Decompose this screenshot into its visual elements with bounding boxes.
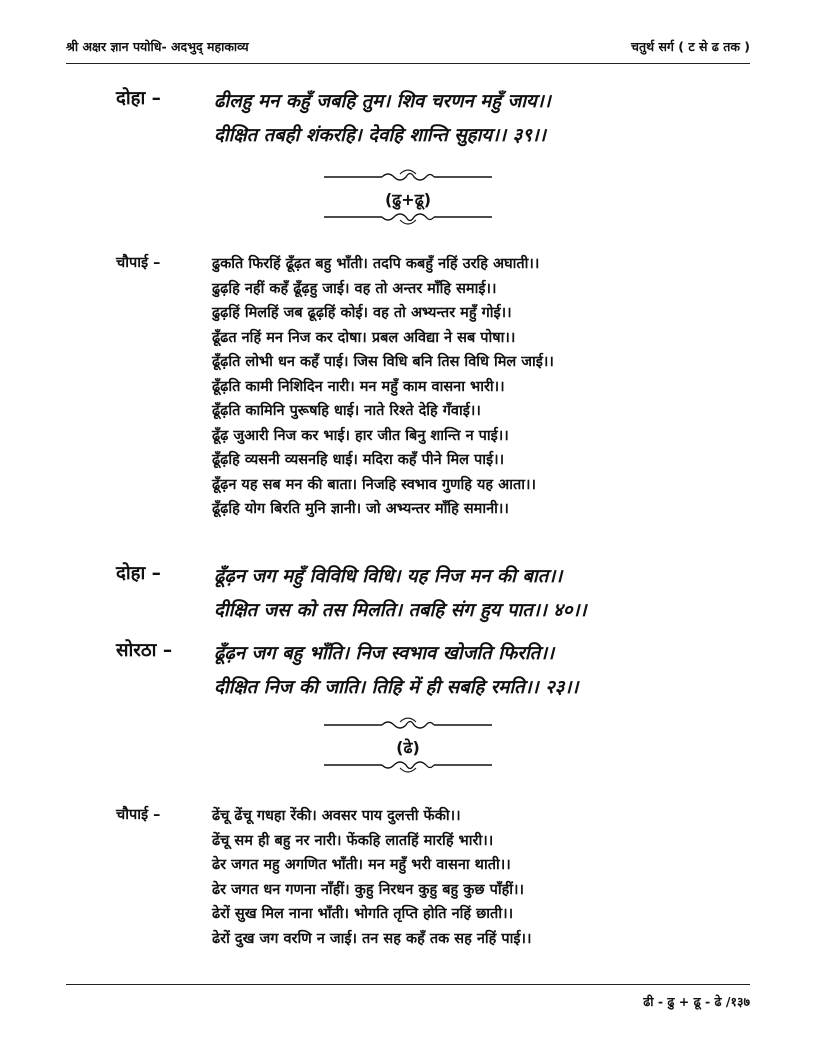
verse-line: ढेंचू ढेंचू गधहा रेंकी। अवसर पाय दुलत्ती फेंकी।। <box>212 808 461 824</box>
verse-line: दीक्षित निज की जाति। तिहि में ही सबहि रमति।। २३।। <box>214 677 579 698</box>
verse-line: ढेर जगत महु अगणित भाँती। मन महुँ भरी वासना थाती।। <box>212 857 511 873</box>
verse-label: चौपाई – <box>116 807 161 823</box>
verse-line: ढुढ़हि नहीं कहँ ढूँढ़हु जाई। वह तो अन्तर माँहि समाई।। <box>212 280 497 297</box>
verse-line: ढेर जगत धन गणना नाँहीं। कुहु निरधन कुहु बहु कुछ पाँहीं।। <box>212 881 525 898</box>
verse-line: ढीलहु मन कहुँ जबहि तुम। शिव चरणन महुँ जाय।। <box>214 91 551 112</box>
verse-line: ढेरों दुख जग वरणि न जाई। तन सह कहँ तक सह नहिं पाई।। <box>212 930 532 947</box>
verse-line: ढूँढत नहिं मन निज कर दोषा। प्रबल अविद्या ने सब पोषा।। <box>212 329 516 346</box>
verse-line: ढूँढ़न यह सब मन की बाता। निजहि स्वभाव गुणहि यह आता।। <box>212 476 536 493</box>
verse-line: ढूँढ़हि योग बिरति मुनि ज्ञानी। जो अभ्यन्तर माँहि समानी।। <box>212 501 509 517</box>
footer-rule <box>66 984 750 985</box>
running-header <box>66 38 750 62</box>
section-ornament <box>324 716 492 774</box>
page-number: ढी - ढु + ढू - ढे /१३७ <box>643 994 750 1009</box>
verse-line: ढूँढ़न जग महुँ विविधि विधि। यह निज मन की बात।। <box>214 566 563 587</box>
verse-line: ढुकति फिरहिं ढूँढ़त बहु भाँती। तदपि कबहुँ नहिं उरहि अघाती।। <box>212 256 540 272</box>
verse-line: ढूँढ़ति कामी निशिदिन नारी। मन महुँ काम वासना भारी।। <box>212 378 505 395</box>
verse-line: दीक्षित जस को तस मिलति। तबहि संग हुय पात।। ४०।। <box>214 600 587 621</box>
verse-line: ढूँढ़ जुआरी निज कर भाई। हार जीत बिनु शान्ति न पाई।। <box>212 427 509 444</box>
book-title: श्री अक्षर ज्ञान पयोधि- अदभुद् महाकाव्य <box>66 39 249 54</box>
section-ornament <box>324 168 492 226</box>
verse-line: ढूँढ़हि व्यसनी व्यसनहि धाई। मदिरा कहँ पीने मिल पाई।। <box>212 452 505 468</box>
verse-line: ढूँढ़ति लोभी धन कहँ पाई। जिस विधि बनि तिस विधि मिल जाई।। <box>212 354 554 370</box>
verse-label: दोहा – <box>116 563 161 584</box>
chapter-title: चतुर्थ सर्ग ( ट से ढ तक ) <box>631 39 750 54</box>
verse-label: दोहा – <box>116 88 161 109</box>
verse-label: सोरठा – <box>116 640 173 661</box>
verse-line: दीक्षित तबही शंकरहि। देवहि शान्ति सुहाय।। ३९।। <box>214 125 546 146</box>
verse-line: ढेरों सुख मिल नाना भाँती। भोगति तृप्ति होति नहिं छाती।। <box>212 906 514 922</box>
verse-line: ढूँढ़न जग बहु भाँति। निज स्वभाव खोजति फिरति।। <box>214 643 555 664</box>
section-title: (ढु+ढू) <box>384 190 432 209</box>
verse-label: चौपाई – <box>116 255 161 271</box>
verse-line: ढूँढ़ति कामिनि पुरूषहि धाई। नाते रिश्ते देहि गँवाई।। <box>212 403 481 419</box>
verse-line: ढेंचू सम ही बहु नर नारी। फेंकहि लातहिं मारहिं भारी।। <box>212 832 494 849</box>
header-rule <box>66 63 750 64</box>
verse-line: ढुढ़हिं मिलहिं जब ढूढ़हिं कोई। वह तो अभ्यन्तर महुँ गोई।। <box>212 305 512 321</box>
section-title: (ढे) <box>396 738 420 757</box>
